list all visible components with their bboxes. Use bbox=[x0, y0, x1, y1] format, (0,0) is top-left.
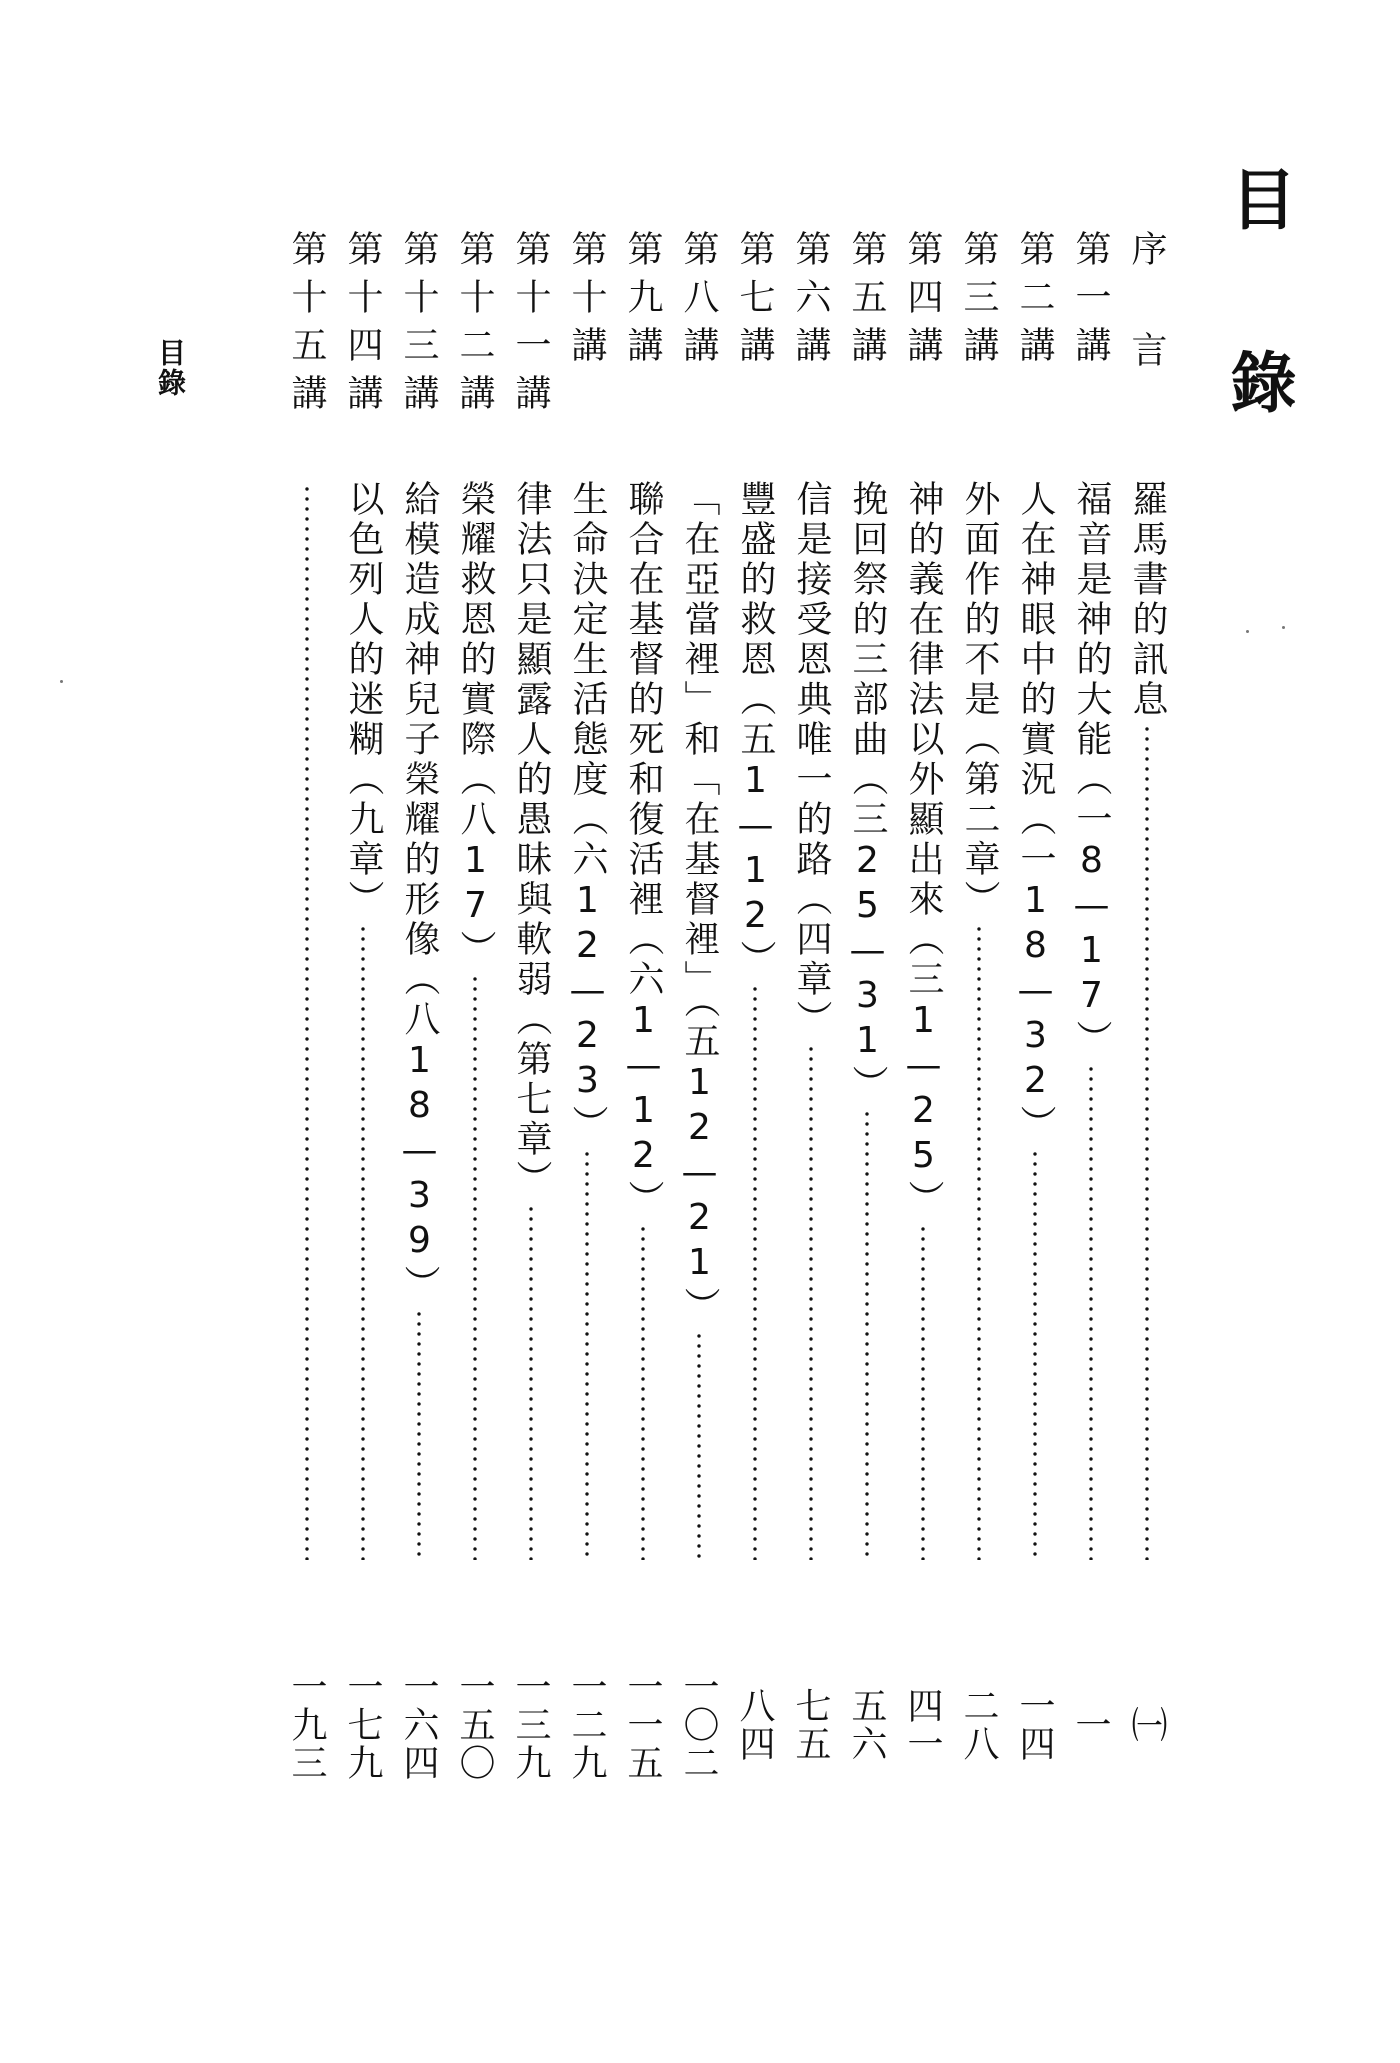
toc-entry-lecture-3[interactable] bbox=[954, 230, 1004, 1790]
toc-page-number: 一九三 bbox=[286, 1668, 327, 1782]
toc-heading: 人在神眼中的實況（一18—32） bbox=[1015, 480, 1056, 1145]
toc-entry-lecture-9[interactable] bbox=[618, 230, 668, 1790]
toc-lecture-label: 第一講 bbox=[1070, 230, 1111, 374]
toc-heading: 「在亞當裡」和「在基督裡」（五12—21） bbox=[679, 480, 720, 1327]
toc-heading: 生命決定生活態度（六12—23） bbox=[567, 480, 608, 1145]
toc-lecture-label: 第二講 bbox=[1014, 230, 1055, 374]
dot-leader bbox=[864, 1109, 870, 1560]
dot-leader bbox=[1144, 724, 1150, 1560]
toc-entry-lecture-2[interactable] bbox=[1010, 230, 1060, 1790]
toc-lecture-label: 第六講 bbox=[790, 230, 831, 374]
toc-lecture-label: 第七講 bbox=[734, 230, 775, 374]
toc-heading: 外面作的不是（第二章） bbox=[959, 480, 1000, 920]
dot-leader bbox=[528, 1204, 534, 1560]
toc-heading: 律法只是顯露人的愚昧與軟弱（第七章） bbox=[511, 480, 552, 1200]
dot-leader bbox=[640, 1224, 646, 1560]
toc-heading: 豐盛的救恩（五1—12） bbox=[735, 480, 776, 980]
toc-page-number: 一六四 bbox=[398, 1668, 439, 1782]
toc-lecture-label: 第十講 bbox=[566, 230, 607, 374]
toc-entry-lecture-5[interactable] bbox=[842, 230, 892, 1790]
toc-page-number: 一三九 bbox=[510, 1668, 551, 1782]
toc-lecture-label: 第八講 bbox=[678, 230, 719, 374]
toc-lecture-label: 第十一講 bbox=[510, 230, 551, 422]
toc-heading: 聯合在基督的死和復活裡（六1—12） bbox=[623, 480, 664, 1220]
toc-entry-lecture-8[interactable] bbox=[674, 230, 724, 1790]
toc-entry-lecture-13[interactable] bbox=[394, 230, 444, 1790]
toc-entry-lecture-15[interactable] bbox=[282, 230, 332, 1790]
toc-entry-lecture-1[interactable] bbox=[1066, 230, 1116, 1790]
dot-leader bbox=[584, 1149, 590, 1560]
dot-leader bbox=[1032, 1149, 1038, 1560]
toc-entry-lecture-14[interactable] bbox=[338, 230, 388, 1790]
toc-entry-lecture-6[interactable] bbox=[786, 230, 836, 1790]
toc-page-number: 一二九 bbox=[566, 1668, 607, 1782]
dot-leader bbox=[752, 984, 758, 1560]
page-title: 目 錄 bbox=[1219, 165, 1296, 434]
toc-page-number: 八四 bbox=[734, 1687, 775, 1763]
dot-leader bbox=[808, 1044, 814, 1560]
toc-entry-preface[interactable] bbox=[1122, 230, 1172, 1790]
toc-heading: 羅馬書的訊息 bbox=[1127, 480, 1168, 720]
toc-page-number: 一四 bbox=[1014, 1687, 1055, 1763]
toc-heading: 神的義在律法以外顯出來（三1—25） bbox=[903, 480, 944, 1220]
dot-leader bbox=[416, 1309, 422, 1560]
toc-page-number: 一一五 bbox=[622, 1668, 663, 1782]
scan-speck bbox=[60, 680, 63, 683]
toc-heading: 給模造成神兒子榮耀的形像（八18—39） bbox=[399, 480, 440, 1305]
scan-speck bbox=[1282, 626, 1285, 629]
toc-entry-lecture-10[interactable] bbox=[562, 230, 612, 1790]
toc-page-number: 一 bbox=[1070, 1706, 1111, 1744]
toc-heading: 信是接受恩典唯一的路（四章） bbox=[791, 480, 832, 1040]
running-header: 目錄 bbox=[154, 338, 187, 398]
toc-page-number: 五六 bbox=[846, 1687, 887, 1763]
toc-lecture-label: 第十四講 bbox=[342, 230, 383, 422]
toc-page-number: 二八 bbox=[958, 1687, 999, 1763]
toc-heading: 榮耀救恩的實際（八17） bbox=[455, 480, 496, 970]
dot-leader bbox=[472, 974, 478, 1560]
dot-leader bbox=[304, 484, 310, 1560]
toc-lecture-label: 第十三講 bbox=[398, 230, 439, 422]
toc-heading: 福音是神的大能（一8—17） bbox=[1071, 480, 1112, 1060]
toc-entry-lecture-12[interactable] bbox=[450, 230, 500, 1790]
toc-lecture-label: 序 言 bbox=[1126, 230, 1167, 379]
toc-page-number: 一五〇 bbox=[454, 1668, 495, 1782]
dot-leader bbox=[1088, 1064, 1094, 1560]
toc-page-number: ㈠ bbox=[1126, 1706, 1167, 1744]
toc-entry-lecture-11[interactable] bbox=[506, 230, 556, 1790]
toc-lecture-label: 第十五講 bbox=[286, 230, 327, 422]
toc-lecture-label: 第四講 bbox=[902, 230, 943, 374]
toc-lecture-label: 第三講 bbox=[958, 230, 999, 374]
toc-lecture-label: 第九講 bbox=[622, 230, 663, 374]
toc-heading: 挽回祭的三部曲（三25—31） bbox=[847, 480, 888, 1105]
scan-speck bbox=[1246, 630, 1249, 633]
dot-leader bbox=[976, 924, 982, 1560]
toc-lecture-label: 第十二講 bbox=[454, 230, 495, 422]
toc-heading: 以色列人的迷糊（九章） bbox=[343, 480, 384, 920]
toc-page-number: 一〇二 bbox=[678, 1668, 719, 1782]
toc-page-number: 一七九 bbox=[342, 1668, 383, 1782]
toc-entry-lecture-7[interactable] bbox=[730, 230, 780, 1790]
toc-entry-lecture-4[interactable] bbox=[898, 230, 948, 1790]
dot-leader bbox=[920, 1224, 926, 1560]
toc-page-number: 七五 bbox=[790, 1687, 831, 1763]
toc-page-number: 四一 bbox=[902, 1687, 943, 1763]
dot-leader bbox=[696, 1331, 702, 1560]
dot-leader bbox=[360, 924, 366, 1560]
toc-lecture-label: 第五講 bbox=[846, 230, 887, 374]
